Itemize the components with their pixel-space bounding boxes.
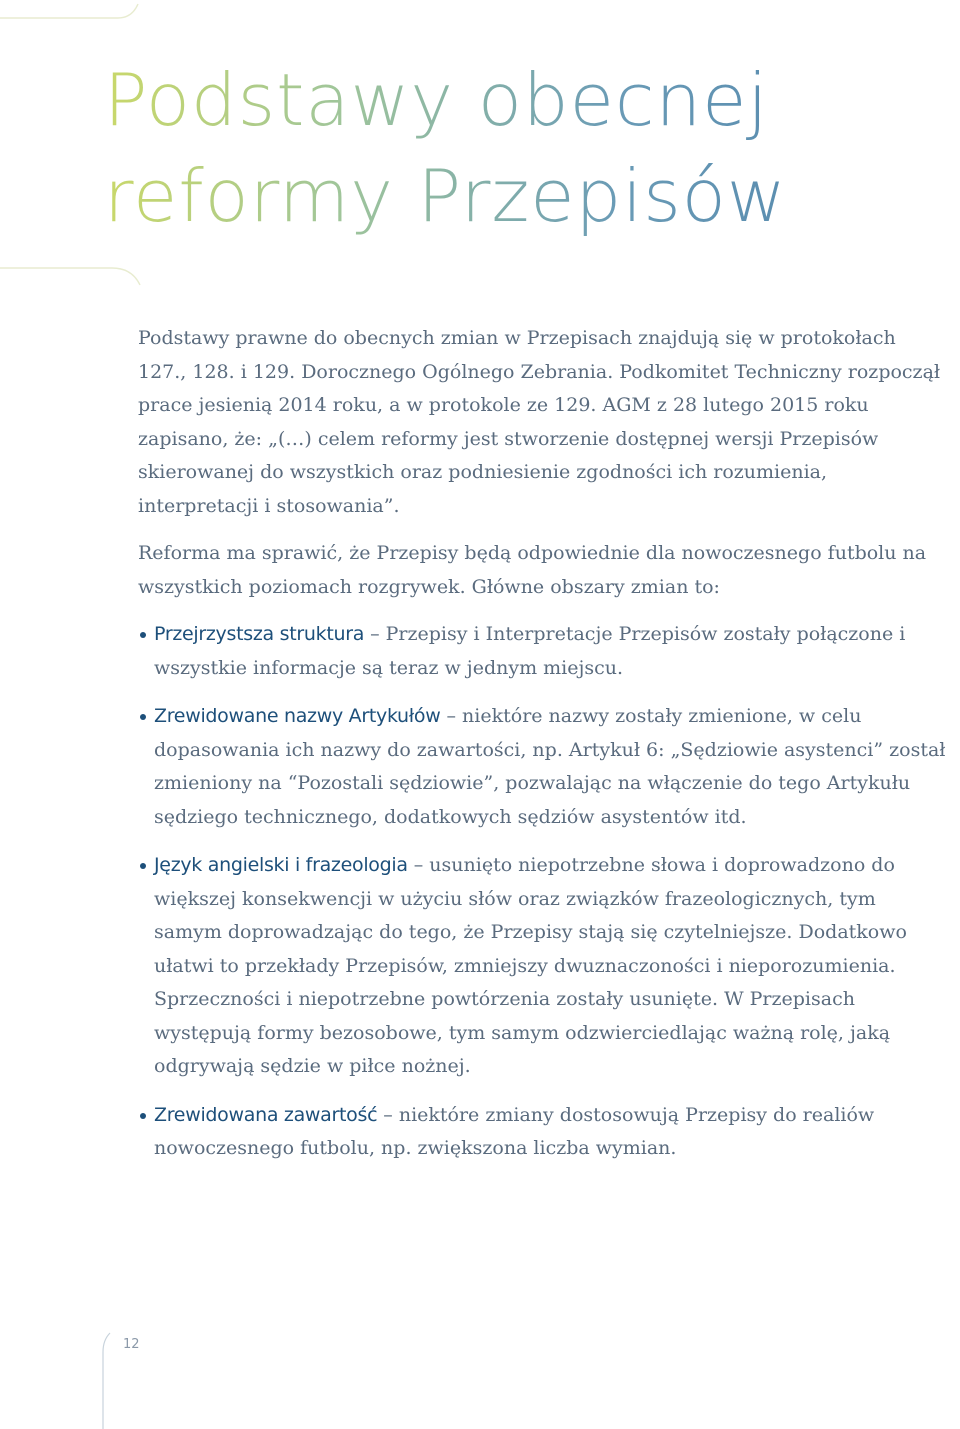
- changes-list: [138, 618, 948, 1166]
- intro-paragraph-1: Podstawy prawne do obecnych zmian w Przepisach znajdują się w protokołach 127., 128. i 129. Dorocznego Ogólnego Zebrania. Podkomitet Techniczny rozpoczął prace jesienią 2014 roku, a w protokole ze 129. AGM z 28 lutego 2015 roku zapisano, że: „(…) celem reformy jest stworzenie dostępnej wersji Przepisów skierowanej do wszystkich oraz podniesienie zgodności ich rozumienia, interpretacji i stosowania”.: [138, 327, 941, 517]
- list-item-term: Przejrzystsza struktura: [154, 623, 365, 645]
- list-item-text: – niektóre nazwy zostały zmienione, w celu dopasowania ich nazwy do zawartości, np. Artykuł 6: „Sędziowie asystenci” został zmieniony na “Pozostali sędziowie”, pozwalając na włączenie do tego Artykułu sędziego technicznego, dodatkowych sędziów asystentów itd.: [154, 705, 946, 828]
- bullet-dot-icon: [140, 1113, 146, 1119]
- list-item-term: Zrewidowane nazwy Artykułów: [154, 705, 441, 727]
- page-number: 12: [123, 1337, 140, 1352]
- list-item-text: – niektóre zmiany dostosowują Przepisy do realiów nowoczesnego futbolu, np. zwiększona liczba wymian.: [154, 1103, 875, 1159]
- bullet-dot-icon: [140, 714, 146, 720]
- list-item-text: – usunięto niepotrzebne słowa i doprowadzono do większej konsekwencji w użyciu słów oraz związków frazeologicznych, tym samym doprowadzając do tego, że Przepisy stają się czytelniejsze. Dodatkowo ułatwi to przekłady Przepisów, zmniejszy dwuznaczoności i nieporozumienia. Sprzeczności i niepotrzebne powtórzenia zostały usunięte. W Przepisach występują formy bezosobowe, tym samym odzwierciedlając ważną rolę, jaką odgrywają sędzie w piłce nożnej.: [154, 854, 907, 1077]
- bullet-dot-icon: [140, 632, 146, 638]
- page-number-bracket: [103, 1333, 110, 1429]
- list-item: [138, 1099, 948, 1166]
- page-title: [104, 52, 787, 244]
- title-underline-curve: [0, 268, 140, 285]
- list-item: [138, 618, 948, 685]
- top-decor-curve: [0, 4, 138, 18]
- page-title-line-2: reformy Przepisów: [104, 154, 787, 238]
- list-item-text: – Przepisy i Interpretacje Przepisów zostały połączone i wszystkie informacje są teraz w jednym miejscu.: [154, 623, 906, 679]
- bullet-dot-icon: [140, 863, 146, 869]
- main-content: [138, 322, 948, 1181]
- list-item: [138, 700, 948, 834]
- list-item-term: Język angielski i frazeologia: [154, 854, 408, 876]
- page-title-line-1: Podstawy obecnej: [104, 58, 769, 142]
- list-item: [138, 849, 948, 1084]
- list-item-term: Zrewidowana zawartość: [154, 1103, 378, 1126]
- intro-paragraph-2: Reforma ma sprawić, że Przepisy będą odpowiednie dla nowoczesnego futbolu na wszystkich poziomach rozgrywek. Główne obszary zmian to:: [138, 542, 927, 598]
